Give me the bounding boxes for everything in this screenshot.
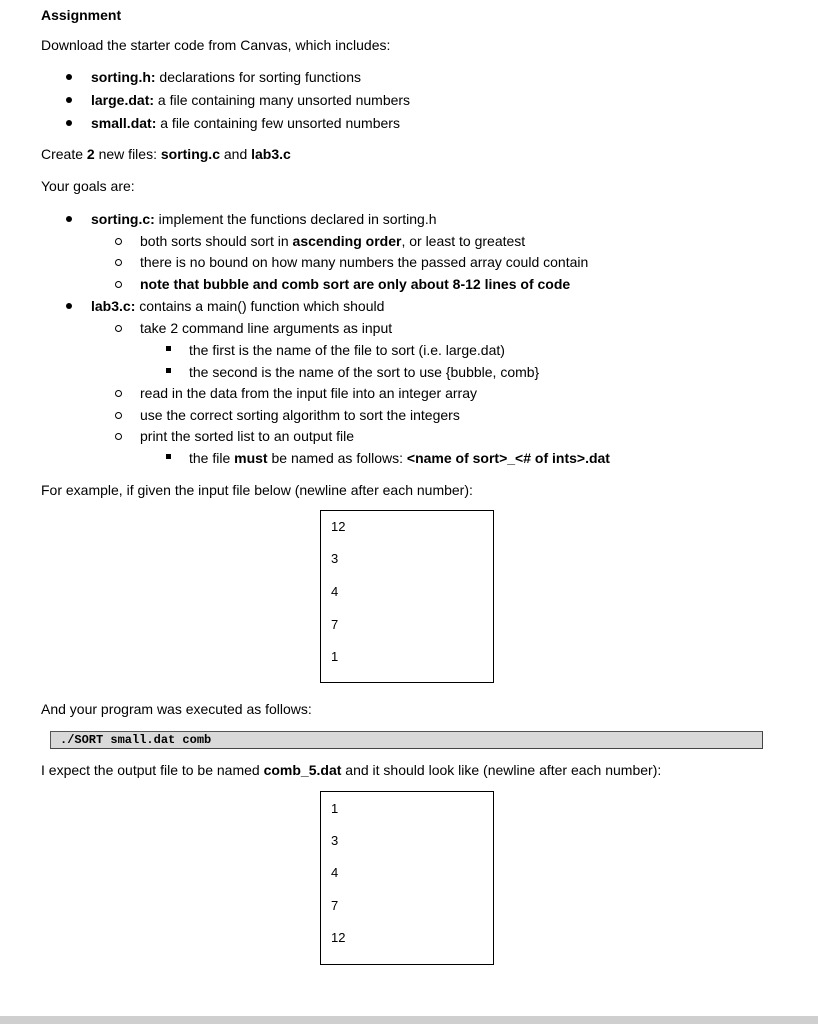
sub-sub-goal: the first is the name of the file to sort (i.e. large.dat) xyxy=(189,342,505,358)
circle-bullet-icon xyxy=(115,412,122,419)
output-number: 3 xyxy=(331,833,339,848)
circle-bullet-icon xyxy=(115,238,122,245)
input-number: 1 xyxy=(331,649,339,664)
text-segment: the file xyxy=(189,450,235,466)
sub-goal: read in the data from the input file into an integer array xyxy=(140,385,477,401)
sub-goal: take 2 command line arguments as input xyxy=(140,320,393,336)
page-bottom-bar xyxy=(0,1016,818,1024)
text-segment: Create xyxy=(41,146,87,162)
file-name: sorting.c xyxy=(160,146,220,162)
input-file-box xyxy=(320,510,494,683)
text-segment: I expect the output file to be named xyxy=(41,762,264,778)
list-item xyxy=(91,68,361,86)
file-desc: a file containing many unsorted numbers xyxy=(154,92,411,108)
bullet-icon xyxy=(66,97,72,103)
file-name: lab3.c: xyxy=(91,298,136,314)
text-segment: new files: xyxy=(94,146,161,162)
circle-bullet-icon xyxy=(115,390,122,397)
sub-goal xyxy=(140,232,525,250)
file-name: comb_5.dat xyxy=(263,762,342,778)
page-title: Assignment xyxy=(41,7,122,23)
executed-label: And your program was executed as follows: xyxy=(41,701,312,717)
file-name: lab3.c xyxy=(251,146,291,162)
circle-bullet-icon xyxy=(115,281,122,288)
sub-sub-goal: the second is the name of the sort to use {bubble, comb} xyxy=(189,364,540,380)
file-name: sorting.h: xyxy=(91,69,156,85)
output-number: 12 xyxy=(331,930,346,945)
text-segment: and it should look like (newline after each number): xyxy=(341,762,662,778)
goal-text: implement the functions declared in sorting.h xyxy=(154,211,437,227)
goal-lab3-c xyxy=(91,297,384,315)
file-name: small.dat: xyxy=(91,115,157,131)
expect-text xyxy=(41,761,661,779)
list-item xyxy=(91,114,400,132)
square-bullet-icon xyxy=(166,346,171,351)
emphasis: must xyxy=(234,450,268,466)
bullet-icon xyxy=(66,303,72,309)
list-item xyxy=(91,91,410,109)
intro-text: Download the starter code from Canvas, which includes: xyxy=(41,37,391,53)
command-line: ./SORT small.dat comb xyxy=(50,731,763,749)
square-bullet-icon xyxy=(166,368,171,373)
sub-goal: there is no bound on how many numbers the passed array could contain xyxy=(140,254,589,270)
bullet-icon xyxy=(66,120,72,126)
square-bullet-icon xyxy=(166,454,171,459)
example-intro: For example, if given the input file below (newline after each number): xyxy=(41,482,473,498)
input-number: 4 xyxy=(331,584,339,599)
input-number: 7 xyxy=(331,617,339,632)
output-file-box xyxy=(320,791,494,965)
text-segment: be named as follows: xyxy=(267,450,407,466)
filename-format: <name of sort>_<# of ints>.dat xyxy=(406,450,610,466)
circle-bullet-icon xyxy=(115,325,122,332)
text-segment: both sorts should sort in xyxy=(140,233,293,249)
text-segment: , or least to greatest xyxy=(401,233,526,249)
file-desc: a file containing few unsorted numbers xyxy=(156,115,400,131)
create-files-text xyxy=(41,145,291,163)
sub-goal: use the correct sorting algorithm to sort the integers xyxy=(140,407,460,423)
output-number: 1 xyxy=(331,801,339,816)
output-number: 7 xyxy=(331,898,339,913)
goal-sorting-c xyxy=(91,210,437,228)
input-number: 3 xyxy=(331,551,339,566)
emphasis: ascending order xyxy=(292,233,402,249)
output-number: 4 xyxy=(331,865,339,880)
file-desc: declarations for sorting functions xyxy=(155,69,361,85)
file-name: large.dat: xyxy=(91,92,155,108)
file-count: 2 xyxy=(86,146,95,162)
bullet-icon xyxy=(66,216,72,222)
sub-goal: print the sorted list to an output file xyxy=(140,428,355,444)
input-number: 12 xyxy=(331,519,346,534)
bullet-icon xyxy=(66,74,72,80)
goals-label: Your goals are: xyxy=(41,178,135,194)
sub-goal: note that bubble and comb sort are only about 8-12 lines of code xyxy=(140,276,571,292)
text-segment: and xyxy=(219,146,252,162)
sub-sub-goal xyxy=(189,449,610,467)
file-name: sorting.c: xyxy=(91,211,155,227)
goal-text: contains a main() function which should xyxy=(135,298,385,314)
circle-bullet-icon xyxy=(115,259,122,266)
circle-bullet-icon xyxy=(115,433,122,440)
